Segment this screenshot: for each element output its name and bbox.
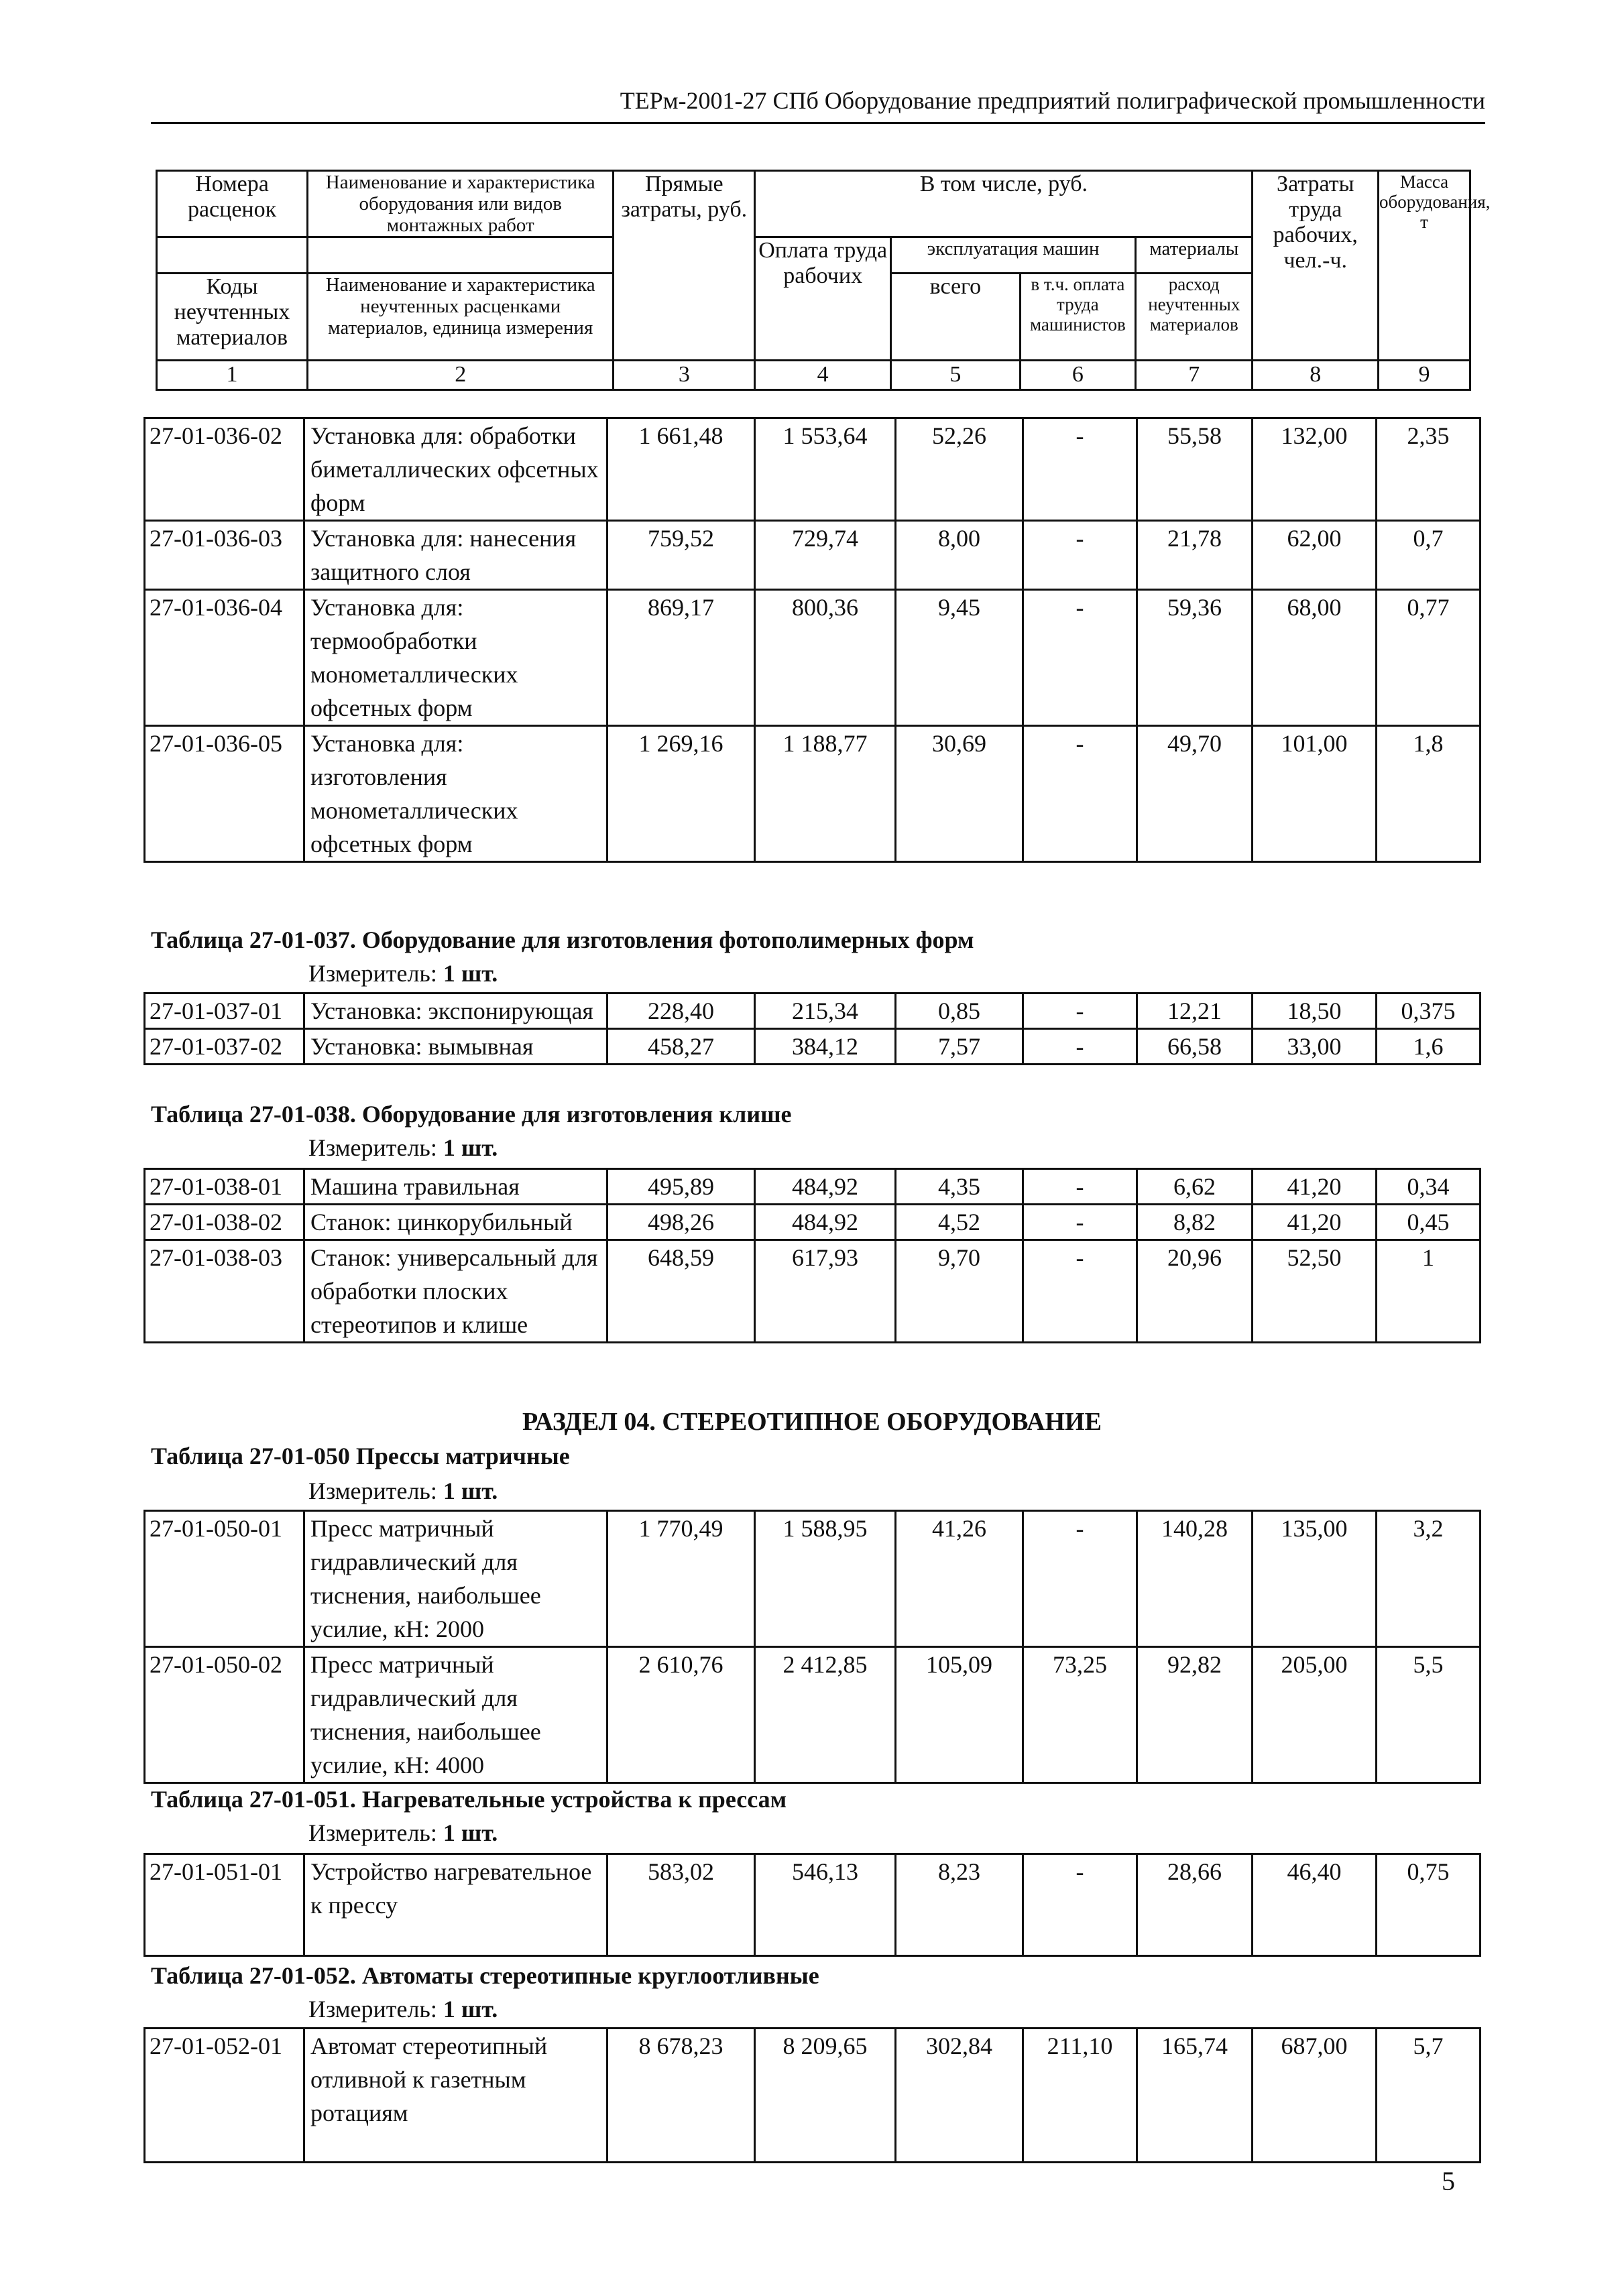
operator-wages-cell: - xyxy=(1023,726,1137,862)
table-052 xyxy=(143,2027,1481,2163)
table-050-measure: Измеритель: 1 шт. xyxy=(308,1477,498,1504)
labor-hours-cell: 205,00 xyxy=(1253,1647,1377,1783)
rate-code: 27-01-036-04 xyxy=(145,590,304,726)
equipment-name: Установка для: обработки биметаллических офсетных форм xyxy=(304,418,607,521)
equipment-name: Установка для: термообработки монометаллических офсетных форм xyxy=(304,590,607,726)
table-051-title: Таблица 27-01-051. Нагревательные устройства к прессам xyxy=(151,1786,787,1813)
machine-total-cell: 52,26 xyxy=(896,418,1023,521)
table-050 xyxy=(143,1510,1481,1784)
table-row xyxy=(145,1205,1481,1240)
materials-cell: 49,70 xyxy=(1137,726,1253,862)
col-header-mass: Масса оборудования, т xyxy=(1379,171,1470,361)
materials-cell: 12,21 xyxy=(1137,993,1253,1029)
mass-cell: 0,34 xyxy=(1377,1169,1481,1205)
operator-wages-cell: - xyxy=(1023,993,1137,1029)
mass-cell: 5,5 xyxy=(1377,1647,1481,1783)
col-number: 4 xyxy=(755,361,891,390)
table-row xyxy=(145,2029,1481,2163)
materials-cell: 165,74 xyxy=(1137,2029,1253,2163)
page-header: ТЕРм-2001-27 СПб Оборудование предприятий полиграфической промышленности xyxy=(151,86,1485,124)
direct-costs-cell: 458,27 xyxy=(607,1029,755,1065)
operator-wages-cell: - xyxy=(1023,1240,1137,1343)
table-row xyxy=(145,1647,1481,1783)
wages-cell: 484,92 xyxy=(755,1169,896,1205)
direct-costs-cell: 583,02 xyxy=(607,1854,755,1956)
equipment-name: Станок: цинкорубильный xyxy=(304,1205,607,1240)
col-header-machine-operation: эксплуатация машин xyxy=(891,237,1136,274)
col-header-operator-wages: в т.ч. оплата труда машинистов xyxy=(1020,274,1135,361)
table-037 xyxy=(143,992,1481,1065)
table-row xyxy=(145,726,1481,862)
machine-total-cell: 9,70 xyxy=(896,1240,1023,1343)
machine-total-cell: 4,35 xyxy=(896,1169,1023,1205)
operator-wages-cell: - xyxy=(1023,1205,1137,1240)
equipment-name: Пресс матричный гидравлический для тиснения, наибольшее усилие, кН: 4000 xyxy=(304,1647,607,1783)
table-row xyxy=(145,1854,1481,1956)
col-number: 2 xyxy=(308,361,614,390)
table-row xyxy=(145,1169,1481,1205)
direct-costs-cell: 1 269,16 xyxy=(607,726,755,862)
machine-total-cell: 9,45 xyxy=(896,590,1023,726)
operator-wages-cell: - xyxy=(1023,1029,1137,1065)
machine-total-cell: 302,84 xyxy=(896,2029,1023,2163)
labor-hours-cell: 62,00 xyxy=(1253,521,1377,590)
col-header-material-consumption: расход неучтенных материалов xyxy=(1136,274,1253,361)
wages-cell: 1 188,77 xyxy=(755,726,896,862)
materials-cell: 28,66 xyxy=(1137,1854,1253,1956)
direct-costs-cell: 2 610,76 xyxy=(607,1647,755,1783)
rate-code: 27-01-038-01 xyxy=(145,1169,304,1205)
wages-cell: 215,34 xyxy=(755,993,896,1029)
col-number: 8 xyxy=(1253,361,1379,390)
page-number: 5 xyxy=(1442,2166,1455,2196)
machine-total-cell: 30,69 xyxy=(896,726,1023,862)
table-052-title: Таблица 27-01-052. Автоматы стереотипные круглоотливные xyxy=(151,1962,819,1989)
col-header-name: Наименование и характеристика оборудования или видов монтажных работ xyxy=(308,171,614,237)
table-row xyxy=(145,1240,1481,1343)
equipment-name: Установка для: изготовления монометаллических офсетных форм xyxy=(304,726,607,862)
materials-cell: 21,78 xyxy=(1137,521,1253,590)
rate-code: 27-01-051-01 xyxy=(145,1854,304,1956)
materials-cell: 55,58 xyxy=(1137,418,1253,521)
machine-total-cell: 7,57 xyxy=(896,1029,1023,1065)
table-036 xyxy=(143,417,1481,863)
col-header-labor: Затраты труда рабочих, чел.-ч. xyxy=(1253,171,1379,361)
mass-cell: 1,6 xyxy=(1377,1029,1481,1065)
col-number: 5 xyxy=(891,361,1021,390)
mass-cell: 5,7 xyxy=(1377,2029,1481,2163)
table-037-title: Таблица 27-01-037. Оборудование для изготовления фотополимерных форм xyxy=(151,926,974,953)
equipment-name: Устройство нагревательное к прессу xyxy=(304,1854,607,1956)
wages-cell: 729,74 xyxy=(755,521,896,590)
labor-hours-cell: 68,00 xyxy=(1253,590,1377,726)
direct-costs-cell: 759,52 xyxy=(607,521,755,590)
direct-costs-cell: 1 661,48 xyxy=(607,418,755,521)
table-037-measure: Измеритель: 1 шт. xyxy=(308,960,498,987)
labor-hours-cell: 135,00 xyxy=(1253,1511,1377,1647)
equipment-name: Установка: вымывная xyxy=(304,1029,607,1065)
col-header-wages: Оплата труда рабочих xyxy=(755,237,891,361)
wages-cell: 484,92 xyxy=(755,1205,896,1240)
machine-total-cell: 0,85 xyxy=(896,993,1023,1029)
machine-total-cell: 4,52 xyxy=(896,1205,1023,1240)
mass-cell: 1 xyxy=(1377,1240,1481,1343)
labor-hours-cell: 132,00 xyxy=(1253,418,1377,521)
mass-cell: 0,7 xyxy=(1377,521,1481,590)
wages-cell: 800,36 xyxy=(755,590,896,726)
rate-code: 27-01-038-03 xyxy=(145,1240,304,1343)
operator-wages-cell: 73,25 xyxy=(1023,1647,1137,1783)
direct-costs-cell: 228,40 xyxy=(607,993,755,1029)
col-number: 9 xyxy=(1379,361,1470,390)
equipment-name: Установка для: нанесения защитного слоя xyxy=(304,521,607,590)
mass-cell: 0,77 xyxy=(1377,590,1481,726)
table-038-measure: Измеритель: 1 шт. xyxy=(308,1134,498,1161)
rate-code: 27-01-038-02 xyxy=(145,1205,304,1240)
col-header-codes: Номера расценок xyxy=(157,171,308,237)
wages-cell: 1 588,95 xyxy=(755,1511,896,1647)
labor-hours-cell: 41,20 xyxy=(1253,1205,1377,1240)
rate-code: 27-01-036-03 xyxy=(145,521,304,590)
col-number: 1 xyxy=(157,361,308,390)
table-051-measure: Измеритель: 1 шт. xyxy=(308,1819,498,1846)
rate-code: 27-01-037-01 xyxy=(145,993,304,1029)
equipment-name: Машина травильная xyxy=(304,1169,607,1205)
materials-cell: 6,62 xyxy=(1137,1169,1253,1205)
table-row xyxy=(145,521,1481,590)
mass-cell: 1,8 xyxy=(1377,726,1481,862)
wages-cell: 2 412,85 xyxy=(755,1647,896,1783)
operator-wages-cell: - xyxy=(1023,418,1137,521)
labor-hours-cell: 101,00 xyxy=(1253,726,1377,862)
column-header-table xyxy=(156,170,1491,391)
col-number: 6 xyxy=(1020,361,1135,390)
table-050-title: Таблица 27-01-050 Прессы матричные xyxy=(151,1443,570,1469)
wages-cell: 546,13 xyxy=(755,1854,896,1956)
direct-costs-cell: 648,59 xyxy=(607,1240,755,1343)
operator-wages-cell: - xyxy=(1023,1854,1137,1956)
direct-costs-cell: 8 678,23 xyxy=(607,2029,755,2163)
table-row xyxy=(145,418,1481,521)
mass-cell: 0,45 xyxy=(1377,1205,1481,1240)
machine-total-cell: 41,26 xyxy=(896,1511,1023,1647)
col-header-including: В том числе, руб. xyxy=(755,171,1253,237)
table-row xyxy=(145,993,1481,1029)
wages-cell: 8 209,65 xyxy=(755,2029,896,2163)
machine-total-cell: 105,09 xyxy=(896,1647,1023,1783)
labor-hours-cell: 52,50 xyxy=(1253,1240,1377,1343)
rate-code: 27-01-036-05 xyxy=(145,726,304,862)
labor-hours-cell: 18,50 xyxy=(1253,993,1377,1029)
materials-cell: 66,58 xyxy=(1137,1029,1253,1065)
rate-code: 27-01-037-02 xyxy=(145,1029,304,1065)
labor-hours-cell: 687,00 xyxy=(1253,2029,1377,2163)
table-051 xyxy=(143,1853,1481,1957)
table-038 xyxy=(143,1168,1481,1343)
direct-costs-cell: 498,26 xyxy=(607,1205,755,1240)
labor-hours-cell: 41,20 xyxy=(1253,1169,1377,1205)
direct-costs-cell: 1 770,49 xyxy=(607,1511,755,1647)
materials-cell: 59,36 xyxy=(1137,590,1253,726)
mass-cell: 0,375 xyxy=(1377,993,1481,1029)
machine-total-cell: 8,00 xyxy=(896,521,1023,590)
rate-code: 27-01-050-01 xyxy=(145,1511,304,1647)
labor-hours-cell: 33,00 xyxy=(1253,1029,1377,1065)
col-header-material-codes: Коды неучтенных материалов xyxy=(157,274,308,361)
mass-cell: 3,2 xyxy=(1377,1511,1481,1647)
rate-code: 27-01-050-02 xyxy=(145,1647,304,1783)
machine-total-cell: 8,23 xyxy=(896,1854,1023,1956)
operator-wages-cell: - xyxy=(1023,590,1137,726)
wages-cell: 617,93 xyxy=(755,1240,896,1343)
col-header-total: всего xyxy=(891,274,1021,361)
equipment-name: Станок: универсальный для обработки плоских стереотипов и клише xyxy=(304,1240,607,1343)
mass-cell: 2,35 xyxy=(1377,418,1481,521)
direct-costs-cell: 495,89 xyxy=(607,1169,755,1205)
materials-cell: 92,82 xyxy=(1137,1647,1253,1783)
table-row xyxy=(145,1511,1481,1647)
operator-wages-cell: 211,10 xyxy=(1023,2029,1137,2163)
equipment-name: Пресс матричный гидравлический для тиснения, наибольшее усилие, кН: 2000 xyxy=(304,1511,607,1647)
operator-wages-cell: - xyxy=(1023,1511,1137,1647)
rate-code: 27-01-036-02 xyxy=(145,418,304,521)
section-04-heading: РАЗДЕЛ 04. СТЕРЕОТИПНОЕ ОБОРУДОВАНИЕ xyxy=(522,1408,1102,1436)
col-number: 7 xyxy=(1136,361,1253,390)
materials-cell: 8,82 xyxy=(1137,1205,1253,1240)
col-header-materials: материалы xyxy=(1136,237,1253,274)
operator-wages-cell: - xyxy=(1023,1169,1137,1205)
col-number: 3 xyxy=(614,361,755,390)
table-row xyxy=(145,590,1481,726)
labor-hours-cell: 46,40 xyxy=(1253,1854,1377,1956)
col-header-material-name: Наименование и характеристика неучтенных расценками материалов, единица измерения xyxy=(308,274,614,361)
materials-cell: 20,96 xyxy=(1137,1240,1253,1343)
equipment-name: Автомат стереотипный отливной к газетным ротациям xyxy=(304,2029,607,2163)
table-052-measure: Измеритель: 1 шт. xyxy=(308,1996,498,2022)
direct-costs-cell: 869,17 xyxy=(607,590,755,726)
rate-code: 27-01-052-01 xyxy=(145,2029,304,2163)
table-038-title: Таблица 27-01-038. Оборудование для изготовления клише xyxy=(151,1101,792,1128)
mass-cell: 0,75 xyxy=(1377,1854,1481,1956)
operator-wages-cell: - xyxy=(1023,521,1137,590)
table-row xyxy=(145,1029,1481,1065)
wages-cell: 1 553,64 xyxy=(755,418,896,521)
col-header-direct-costs: Прямые затраты, руб. xyxy=(614,171,755,361)
wages-cell: 384,12 xyxy=(755,1029,896,1065)
materials-cell: 140,28 xyxy=(1137,1511,1253,1647)
equipment-name: Установка: экспонирующая xyxy=(304,993,607,1029)
